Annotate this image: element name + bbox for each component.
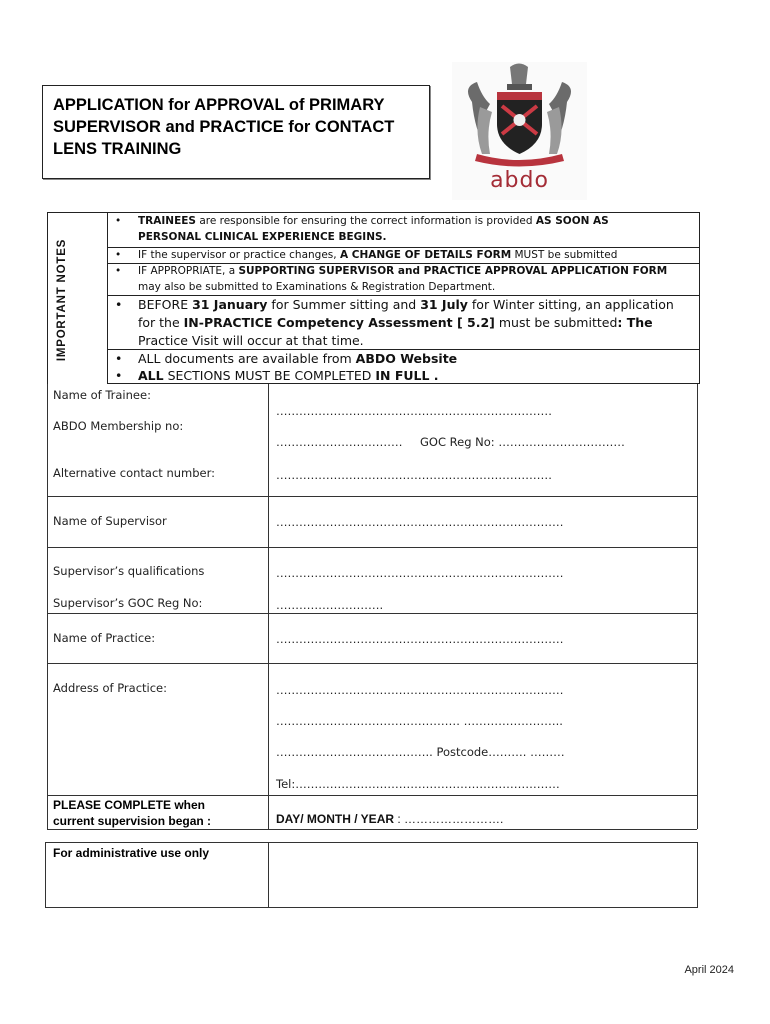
membership-field[interactable]: …………………………… (276, 435, 403, 449)
bullet: • (115, 368, 123, 383)
note-documents (108, 350, 698, 367)
note-text: may also be submitted to Examinations & Registration Department. (138, 280, 496, 293)
title-line-3: LENS TRAINING (53, 140, 182, 158)
note-text: IF the supervisor or practice changes, (138, 249, 340, 261)
bullet: • (115, 265, 122, 277)
bullet: • (115, 215, 122, 227)
title-box (42, 85, 430, 179)
note-supporting-supervisor (108, 264, 698, 296)
title-line-2: SUPERVISOR and PRACTICE for CONTACT (53, 118, 395, 136)
practice-name-field[interactable]: ………………………………………………………………… (276, 632, 564, 646)
note-text: : The (617, 315, 653, 330)
bullet: • (115, 249, 122, 261)
form-row-divider (47, 613, 697, 614)
abdo-website-link[interactable]: ABDO Website (355, 351, 458, 366)
form-row-divider (47, 795, 697, 796)
date-format-text: DAY/ MONTH / YEAR (276, 812, 395, 826)
practice-name-label: Name of Practice: (53, 631, 156, 645)
note-text: SUPPORTING SUPERVISOR and PRACTICE APPROVAL APPLICATION FORM (238, 265, 668, 277)
form-column-divider (268, 384, 269, 829)
admin-column-divider (268, 842, 269, 908)
abdo-logo (452, 62, 587, 200)
abdo-logo-text: abdo (490, 168, 549, 193)
note-text: for Winter sitting, an application (467, 297, 674, 312)
note-text: ALL documents are available from (138, 351, 356, 366)
date-dots: : ……………………. (394, 812, 504, 826)
form-border-left (47, 384, 48, 829)
practice-address-field-1[interactable]: ………………………………………………………………… (276, 683, 564, 697)
trainee-name-field[interactable]: ……………………………………………………………… (276, 404, 552, 418)
supervisor-name-label: Name of Supervisor (53, 514, 167, 528)
note-text: SECTIONS MUST BE COMPLETED (163, 368, 376, 383)
admin-input-area[interactable] (270, 844, 695, 906)
postcode-field[interactable]: ………………………………….. Postcode………. ……… (276, 745, 565, 759)
goc-reg-field[interactable]: GOC Reg No: …………………………… (420, 435, 625, 449)
note-deadlines (108, 296, 698, 350)
note-text: are responsible for ensuring the correct information is provided (195, 215, 536, 227)
supervision-start-date-field[interactable] (276, 812, 503, 826)
note-text: MUST be submitted (511, 249, 618, 261)
note-text: 31 July (420, 297, 468, 312)
note-text: Practice Visit will occur at that time. (138, 333, 364, 348)
practice-address-field-2[interactable]: ………………………………………… …………………….. (276, 714, 563, 728)
supervisor-goc-label: Supervisor’s GOC Reg No: (53, 596, 203, 610)
form-row-divider (47, 663, 697, 664)
note-text: A CHANGE OF DETAILS FORM (339, 249, 512, 261)
abdo-crest-icon (452, 62, 587, 168)
form-bottom-border (47, 829, 697, 830)
note-complete-all (108, 367, 698, 384)
note-text: TRAINEES (138, 215, 196, 227)
membership-label: ABDO Membership no: (53, 419, 184, 433)
note-text: IF APPROPRIATE, a (138, 265, 239, 277)
note-text: PERSONAL CLINICAL EXPERIENCE BEGINS. (138, 230, 387, 243)
note-text: BEFORE (138, 297, 193, 312)
note-text: must be submitted (494, 315, 618, 330)
note-trainees (108, 214, 698, 246)
form-border-right (697, 384, 698, 829)
supervision-start-label (53, 797, 211, 829)
admin-label: For administrative use only (53, 846, 210, 860)
practice-address-label: Address of Practice: (53, 681, 168, 695)
trainee-name-label: Name of Trainee: (53, 388, 151, 402)
alt-contact-label: Alternative contact number: (53, 466, 215, 480)
note-text: IN FULL . (375, 368, 439, 383)
title-line-1: APPLICATION for APPROVAL of PRIMARY (53, 96, 385, 114)
form-row-divider (47, 496, 697, 497)
note-change-details (108, 248, 698, 264)
supervision-start-label-line-2: current supervision began : (53, 814, 212, 828)
bullet: • (115, 297, 123, 312)
footer-date: April 2024 (684, 964, 734, 976)
supervisor-qualifications-field[interactable]: ………………………………………………………………… (276, 566, 564, 580)
note-text: for Summer sitting and (267, 297, 421, 312)
note-text: 31 January (192, 297, 268, 312)
supervision-start-label-line-1: PLEASE COMPLETE when (53, 798, 206, 812)
note-text: AS SOON AS (535, 215, 609, 227)
form-row-divider (47, 547, 697, 548)
supervisor-qualifications-label: Supervisor’s qualifications (53, 564, 205, 578)
supervisor-goc-field[interactable]: ………………………. (276, 598, 384, 612)
note-text: IN-PRACTICE Competency Assessment [ 5.2] (183, 315, 495, 330)
note-text: ALL (138, 368, 164, 383)
alt-contact-field[interactable]: ……………………………………………………………… (276, 468, 552, 482)
note-text: for the (138, 315, 184, 330)
tel-field[interactable]: Tel:…………………………………………………………… (276, 777, 560, 791)
bullet: • (115, 351, 123, 366)
important-notes-label: IMPORTANT NOTES (56, 238, 68, 362)
supervisor-name-field[interactable]: ………………………………………………………………… (276, 515, 564, 529)
